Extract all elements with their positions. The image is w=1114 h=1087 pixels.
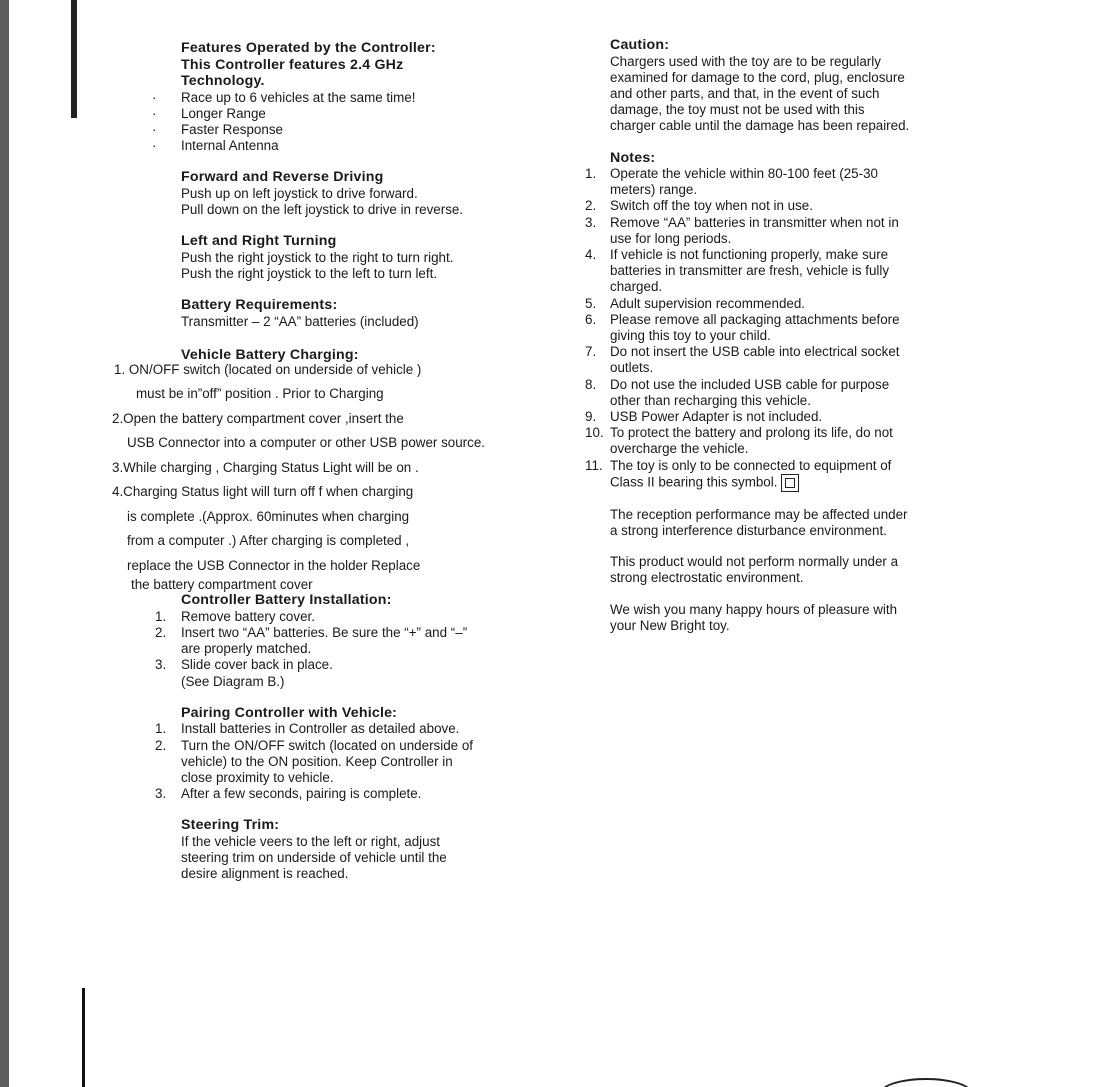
list-item: 6. Please remove all packaging attachments before giving this toy to your child.: [585, 311, 900, 344]
manual-page: [9, 0, 1114, 1087]
paragraph-line: We wish you many happy hours of pleasure with: [610, 601, 898, 617]
notes-heading: Notes:: [610, 149, 656, 166]
list-item: 7. Do not insert the USB cable into electrical socket outlets.: [585, 344, 900, 376]
list-item: 1. Install batteries in Controller as detailed above.: [155, 721, 460, 737]
list-item: · Internal Antenna: [152, 138, 279, 154]
paragraph-line: your New Bright toy.: [610, 617, 730, 633]
paragraph-line: This product would not perform normally under a: [610, 554, 899, 570]
paragraph-line: desire alignment is reached.: [181, 866, 349, 882]
paragraph-line: steering trim on underside of vehicle until the: [181, 850, 447, 866]
paragraph-line: a strong interference disturbance environment.: [610, 523, 887, 539]
list-item: · Race up to 6 vehicles at the same time!: [152, 89, 416, 105]
list-item: 2. Insert two “AA” batteries. Be sure the “+” and “–” are properly matched.: [155, 625, 468, 657]
charging-steps: 1. ON/OFF switch (located on underside of vehicle ) must be in”off” position . Prior to Charging 2.Open the battery compartment cover ,insert the USB Connector into a computer or other USB power source. 3.While charging , Charging Status Light will be on . 4.Charging Status light will turn off f when charging is complete .(Approx. 60minutes when charging from a computer .) After charging is completed , replace the USB Connector in the holder Replace the battery compartment cover: [112, 361, 485, 593]
paragraph-line: Push up on left joystick to drive forward.: [181, 185, 418, 201]
turning-heading: Left and Right Turning: [181, 233, 337, 250]
list-item: 9. USB Power Adapter is not included.: [585, 409, 823, 425]
battery-heading: Battery Requirements:: [181, 297, 338, 314]
trim-heading: Steering Trim:: [181, 817, 280, 834]
list-item: 4. If vehicle is not functioning properly, make sure batteries in transmitter are fresh, vehicle is fully charged.: [585, 247, 890, 295]
paragraph-line: Push the right joystick to the left to turn left.: [181, 265, 438, 281]
list-item: 5. Adult supervision recommended.: [585, 295, 806, 311]
paragraph-line: strong electrostatic environment.: [610, 570, 804, 586]
scan-artifact: [71, 0, 77, 118]
scan-artifact: [82, 988, 85, 1087]
class-ii-symbol-icon: [781, 474, 799, 492]
forward-heading: Forward and Reverse Driving: [181, 169, 384, 186]
list-item: 3. Remove “AA” batteries in transmitter when not in use for long periods.: [585, 214, 899, 246]
list-item: 3. Slide cover back in place. (See Diagram B.): [155, 657, 333, 689]
list-item: 2. Turn the ON/OFF switch (located on underside of vehicle) to the ON position. Keep Controller in close proximity to vehicle.: [155, 737, 473, 785]
list-item: 8. Do not use the included USB cable for purpose other than recharging this vehicle.: [585, 376, 890, 408]
list-item: 1. Operate the vehicle within 80-100 feet (25-30 meters) range.: [585, 166, 878, 198]
list-item: · Longer Range: [152, 105, 266, 121]
list-item: 1. Remove battery cover.: [155, 608, 315, 624]
paragraph-line: Push the right joystick to the right to turn right.: [181, 249, 454, 265]
charging-heading: Vehicle Battery Charging:: [181, 346, 359, 363]
paragraph-line: If the vehicle veers to the left or right, adjust: [181, 833, 441, 849]
list-item: 10. To protect the battery and prolong its life, do not overcharge the vehicle.: [585, 425, 893, 457]
features-heading: Features Operated by the Controller: This Controller features 2.4 GHz Technology.: [181, 40, 436, 89]
paragraph-line: The reception performance may be affected under: [610, 506, 908, 522]
caution-heading: Caution:: [610, 37, 670, 53]
controller-install-heading: Controller Battery Installation:: [181, 592, 392, 609]
list-item: · Faster Response: [152, 121, 283, 137]
paragraph-line: Pull down on the left joystick to drive in reverse.: [181, 202, 464, 218]
list-item: 11. The toy is only to be connected to equipment of Class II bearing this symbol.: [585, 458, 985, 492]
paragraph-line: Transmitter – 2 “AA” batteries (included): [181, 313, 419, 329]
left-column: [109, 40, 569, 882]
right-column: Caution: Chargers used with the toy are to be regularly examined for damage to the cord, plug, enclosure and other parts, and that, in the event of such damage, the toy must not be used with this charger cable until the damage has been repaired. Notes: 1. Operate the vehicle within 80-100 feet (25-30 meters) range. 2. Switch off the toy when not in use. 3. Remove “AA” batteries in transmitter when not in use for long periods. 4. If vehicle is not functioning properly, make sure batteries in transmitter are fresh, vehicle is fully charged. 5. Adult supervision recommended. 6. Please remove all packaging attachments before giving this toy to your child. 7. Do not insert the USB cable into electrical socket outlets. 8. Do not use the included USB cable for purpose other than recharging this vehicle. 9. USB Power Adapter is not included. 10. To protect the battery and prolong its life, do not overcharge the vehicle. 11. The toy is only to be connected to equipment of Class II bearing this symbol. The reception performance may be affected under a strong interference disturbance environment. This product would not perform normally under a strong electrostatic environment. We wish you many happy hours of pleasure with your New Bright toy.: [585, 37, 985, 634]
list-item: 2. Switch off the toy when not in use.: [585, 198, 813, 214]
pairing-heading: Pairing Controller with Vehicle:: [181, 704, 398, 721]
diagram-fragment: [879, 1078, 973, 1087]
list-item: 3. After a few seconds, pairing is complete.: [155, 786, 422, 802]
